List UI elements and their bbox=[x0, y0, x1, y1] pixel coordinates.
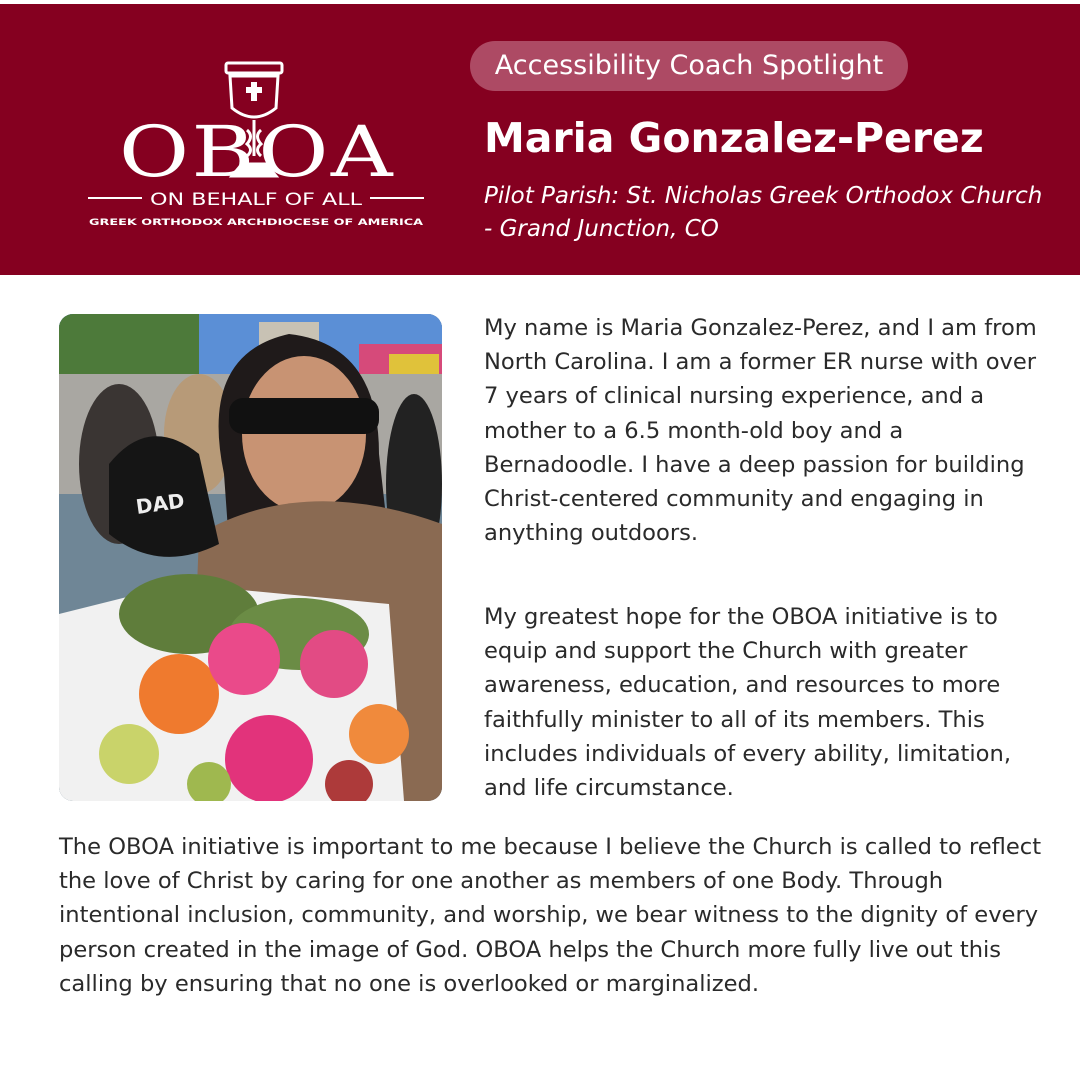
hope-paragraph: My greatest hope for the OBOA initiative is to equip and support the Church with greater awareness, education, and resources to more faithfully minister to all of its members. This includes individuals of every ability, limitation, and life circumstance. bbox=[484, 604, 1012, 802]
coach-photo bbox=[59, 314, 442, 801]
pilot-parish: Pilot Parish: St. Nicholas Greek Orthodox Church - Grand Junction, CO bbox=[484, 183, 1043, 242]
logo-tagline: ON BEHALF OF ALL bbox=[150, 190, 363, 210]
bio-paragraph: My name is Maria Gonzalez-Perez, and I am from North Carolina. I am a former ER nurse with over 7 years of clinical nursing experience, and a mother to a 6.5 month-old boy and a Bernadoodle. I have a deep passion for building Christ-centered community and engaging in anything outdoors. bbox=[484, 315, 1037, 547]
spotlight-badge: Accessibility Coach Spotlight bbox=[470, 41, 908, 91]
logo-org-name: GREEK ORTHODOX ARCHDIOCESE OF AMERICA bbox=[89, 218, 424, 228]
coach-name: Maria Gonzalez-Perez bbox=[484, 114, 984, 162]
oboa-logo bbox=[84, 60, 430, 235]
logo-wordmark: OBOA bbox=[119, 111, 395, 193]
cap-text: DAD bbox=[134, 488, 186, 519]
header-banner bbox=[0, 0, 1080, 275]
importance-paragraph: The OBOA initiative is important to me because I believe the Church is called to reflect the love of Christ by caring for one another as members of one Body. Through intentional inclusion, community, and worship, we bear witness to the dignity of every person created in the image of God. OBOA helps the Church more fully live out this calling by ensuring that no one is overlooked or marginalized. bbox=[59, 834, 1042, 997]
